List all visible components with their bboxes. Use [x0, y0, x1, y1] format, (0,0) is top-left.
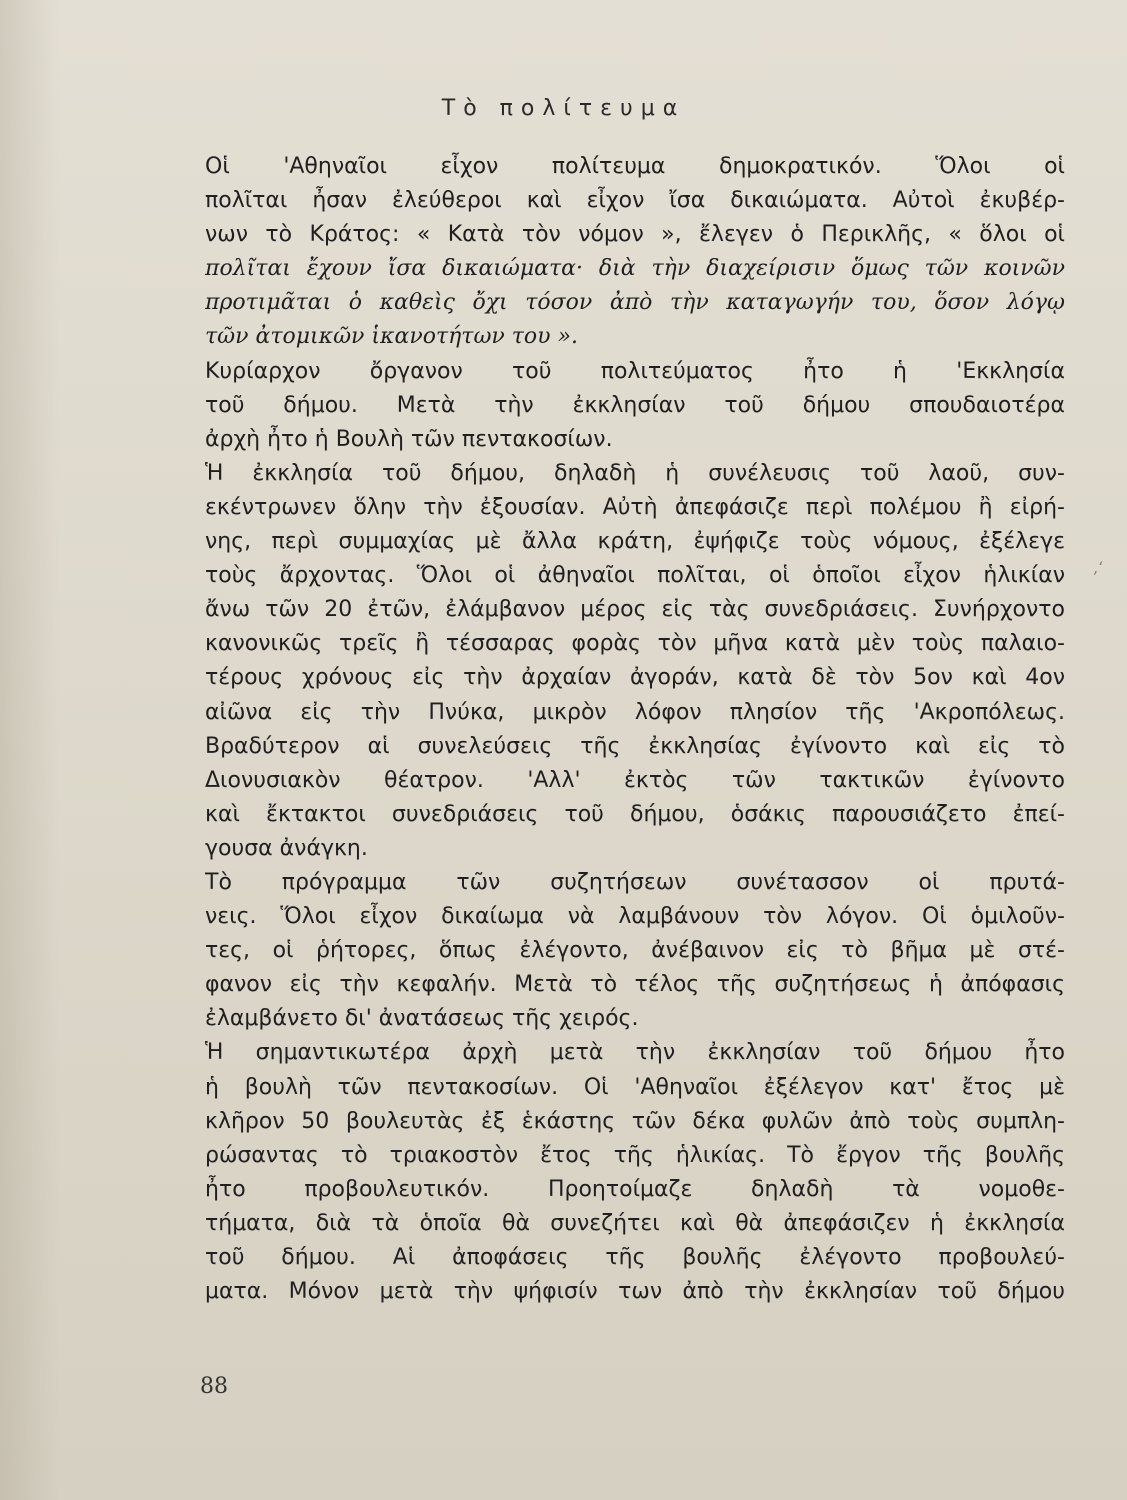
text-line: προτιμᾶται ὁ καθεὶς ὄχι τόσον ἀπὸ τὴν καταγωγήν του, ὅσον λόγῳ: [205, 290, 1065, 316]
text-line: πολῖται ἔχουν ἴσα δικαιώματα· διὰ τὴν διαχείρισιν ὅμως τῶν κοινῶν: [205, 256, 1065, 282]
text-line: ἐλαμβάνετο δι' ἀνατάσεως τῆς χειρός.: [205, 1006, 639, 1032]
text-line: Οἱ 'Αθηναῖοι εἶχον πολίτευμα δημοκρατικόν. Ὅλοι οἱ: [205, 154, 1065, 179]
text-line: γουσα ἀνάγκη.: [205, 835, 368, 861]
spine-shadow: [0, 0, 60, 1500]
pencil-mark-icon: ‚‘: [1093, 558, 1104, 577]
text-line: ἄνω τῶν 20 ἐτῶν, ἐλάμβανον μέρος εἰς τὰς συνεδριάσεις. Συνήρχοντο: [205, 597, 1065, 623]
text-line: Διονυσιακὸν θέατρον. 'Αλλ' ἐκτὸς τῶν τακτικῶν ἐγίνοντο: [205, 767, 1065, 793]
body-text: [205, 150, 1065, 1309]
text-line: ἦτο προβουλευτικόν. Προητοίμαζε δηλαδὴ τὰ νομοθε-: [205, 1176, 1065, 1202]
text-line: ματα. Μόνον μετὰ τὴν ψήφισίν των ἀπὸ τὴν ἐκκλησίαν τοῦ δήμου: [205, 1279, 1065, 1305]
text-line: κανονικῶς τρεῖς ἢ τέσσαρας φορὰς τὸν μῆνα κατὰ μὲν τοὺς παλαιο-: [205, 631, 1065, 657]
text-line: Τὸ πρόγραμμα τῶν συζητήσεων συνέτασσον οἱ πρυτά-: [205, 869, 1065, 895]
text-line: αἰῶνα εἰς τὴν Πνύκα, μικρὸν λόφον πλησίον τῆς 'Ακροπόλεως.: [205, 699, 1065, 725]
text-line: κλῆρον 50 βουλευτὰς ἐξ ἑκάστης τῶν δέκα φυλῶν ἀπὸ τοὺς συμπλη-: [205, 1108, 1065, 1134]
text-line: Κυρίαρχον ὄργανον τοῦ πολιτεύματος ἦτο ἡ 'Εκκλησία: [205, 358, 1065, 384]
text-line: τοὺς ἄρχοντας. Ὅλοι οἱ ἀθηναῖοι πολῖται, οἱ ὁποῖοι εἶχον ἡλικίαν: [205, 563, 1065, 589]
text-line: Ἡ ἐκκλησία τοῦ δήμου, δηλαδὴ ἡ συνέλευσις τοῦ λαοῦ, συν-: [205, 460, 1065, 486]
page-number: 88: [200, 1374, 228, 1399]
text-line: φανον εἰς τὴν κεφαλήν. Μετὰ τὸ τέλος τῆς συζητήσεως ἡ ἀπόφασις: [205, 972, 1065, 998]
text-line: ρώσαντας τὸ τριακοστὸν ἔτος τῆς ἡλικίας. Τὸ ἔργον τῆς βουλῆς: [205, 1142, 1065, 1168]
text-line: τες, οἱ ῥήτορες, ὅπως ἐλέγοντο, ἀνέβαινον εἰς τὸ βῆμα μὲ στέ-: [205, 938, 1065, 964]
text-line: ἡ βουλὴ τῶν πεντακοσίων. Οἱ 'Αθηναῖοι ἐξέλεγον κατ' ἔτος μὲ: [205, 1074, 1065, 1100]
text-line: τῶν ἀτομικῶν ἱκανοτήτων του ».: [205, 324, 579, 350]
text-line: καὶ ἔκτακτοι συνεδριάσεις τοῦ δήμου, ὁσάκις παρουσιάζετο ἐπεί-: [205, 801, 1065, 827]
text-line: νων τὸ Κράτος: « Κατὰ τὸν νόμον », ἔλεγεν ὁ Περικλῆς, « ὅλοι οἱ: [205, 222, 1065, 248]
text-line: νεις. Ὅλοι εἶχον δικαίωμα νὰ λαμβάνουν τὸν λόγον. Οἱ ὁμιλοῦν-: [205, 904, 1065, 930]
text-line: εκέντρωνεν ὅλην τὴν ἐξουσίαν. Αὐτὴ ἀπεφάσιζε περὶ πολέμου ἢ εἰρή-: [205, 494, 1065, 520]
text-line: τοῦ δήμου. Μετὰ τὴν ἐκκλησίαν τοῦ δήμου σπουδαιοτέρα: [205, 392, 1065, 418]
text-line: τοῦ δήμου. Αἱ ἀποφάσεις τῆς βουλῆς ἐλέγοντο προβουλεύ-: [205, 1245, 1065, 1270]
text-line: τέρους χρόνους εἰς τὴν ἀρχαίαν ἀγοράν, κατὰ δὲ τὸν 5ον καὶ 4ον: [205, 665, 1065, 691]
text-line: Βραδύτερον αἱ συνελεύσεις τῆς ἐκκλησίας ἐγίνοντο καὶ εἰς τὸ: [205, 733, 1065, 759]
text-line: τήματα, διὰ τὰ ὁποῖα θὰ συνεζήτει καὶ θὰ ἀπεφάσιζεν ἡ ἐκκλησία: [205, 1210, 1065, 1236]
text-line: Ἡ σημαντικωτέρα ἀρχὴ μετὰ τὴν ἐκκλησίαν τοῦ δήμου ἦτο: [205, 1040, 1065, 1066]
text-line: πολῖται ἦσαν ἐλεύθεροι καὶ εἶχον ἴσα δικαιώματα. Αὐτοὶ ἐκυβέρ-: [205, 188, 1065, 214]
text-line: ἀρχὴ ἦτο ἡ Βουλὴ τῶν πεντακοσίων.: [205, 426, 613, 452]
running-title: Τὸ πολίτευμα: [441, 96, 686, 121]
text-line: νης, περὶ συμμαχίας μὲ ἄλλα κράτη, ἐψήφιζε τοὺς νόμους, ἐξέλεγε: [205, 529, 1065, 555]
